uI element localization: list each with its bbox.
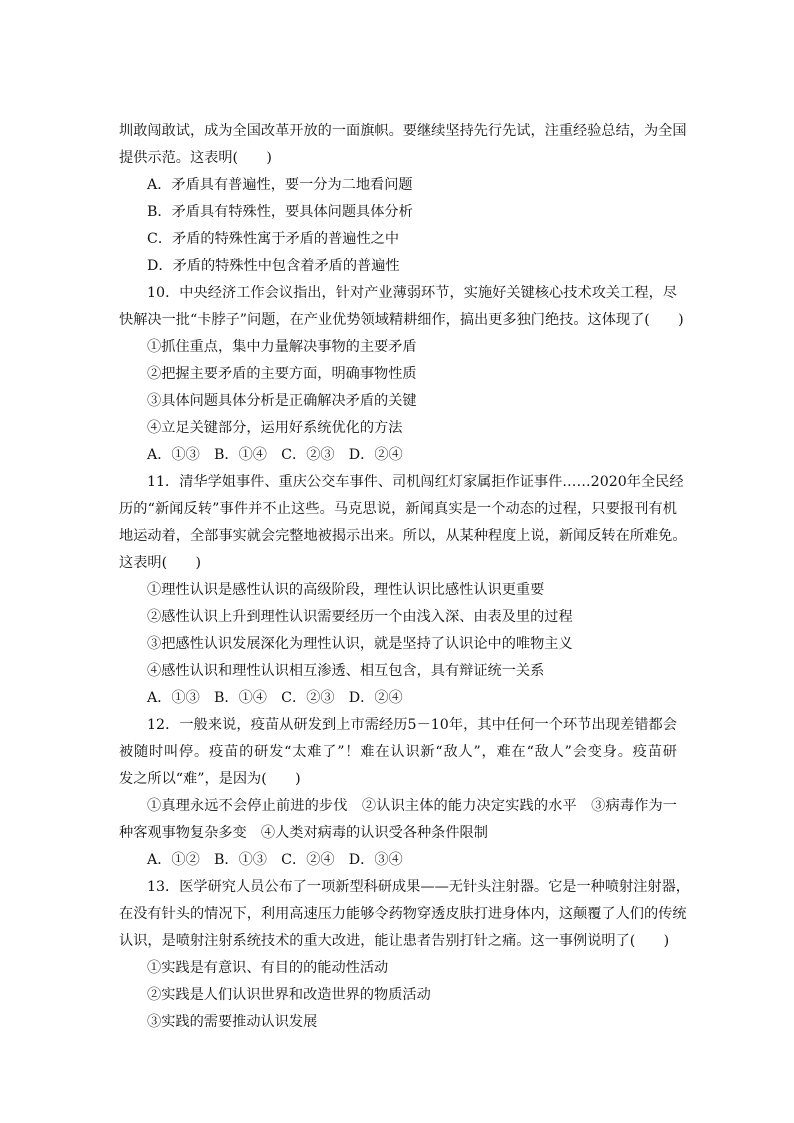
option-a: A．矛盾具有普遍性，要一分为二地看问题 (147, 177, 413, 193)
question-stem-line: 在没有针头的情况下，利用高速压力能够令药物穿透皮肤打进身体内，这颠覆了人们的传统 (119, 906, 687, 922)
statement-item: ①实践是有意识、有目的的能动性活动 (147, 960, 389, 976)
statement-item: ②实践是人们认识世界和改造世界的物质活动 (147, 987, 431, 1003)
answer-choices: A．①③ B．①④ C．②③ D．②④ (147, 447, 403, 463)
question-stem-line: 历的“新闻反转”事件并不止这些。马克思说，新闻真实是一个动态的过程，只要报刊有机 (119, 501, 677, 517)
question-13 (119, 874, 690, 1036)
statement-items-line: ①真理永远不会停止前进的步伐 ②认识主体的能力决定实践的水平 ③病毒作为一 (147, 798, 677, 814)
question-list (119, 118, 690, 1036)
question-stem-line: 圳敢闯敢试，成为全国改革开放的一面旗帜。要继续坚持先行先试，注重经验总结，为全国 (119, 123, 687, 139)
question-10 (119, 280, 684, 469)
question-11 (119, 469, 687, 712)
question-stem-line: 这表明( ) (119, 555, 202, 571)
statement-items-line: 种客观事物复杂多变 ④人类对病毒的认识受各种条件限制 (119, 825, 488, 841)
option-c: C．矛盾的特殊性寓于矛盾的普遍性之中 (147, 231, 400, 247)
answer-choices: A．①③ B．①④ C．②③ D．②④ (147, 690, 403, 706)
question-stem-line: 地运动着，全部事实就会完整地被揭示出来。所以，从某种程度上说，新闻反转在所难免。 (119, 528, 687, 544)
question-12 (119, 712, 677, 874)
statement-item: ④感性认识和理性认识相互渗透、相互包含，具有辩证统一关系 (147, 663, 545, 679)
statement-item: ④立足关键部分，运用好系统优化的方法 (147, 420, 403, 436)
question-stem-line: 10．中央经济工作会议指出，针对产业薄弱环节，实施好关键核心技术攻关工程，尽 (147, 285, 677, 301)
statement-item: ②把握主要矛盾的主要方面，明确事物性质 (147, 366, 417, 382)
option-d: D．矛盾的特殊性中包含着矛盾的普遍性 (147, 258, 400, 274)
statement-item: ③实践的需要推动认识发展 (147, 1014, 318, 1030)
question-stem-line: 快解决一批“卡脖子”问题，在产业优势领域精耕细作，搞出更多独门绝技。这体现了( ) (119, 312, 684, 328)
question-stem-line: 认识，是喷射注射系统技术的重大改进，能让患者告别打针之痛。这一事例说明了( ) (119, 933, 670, 949)
question-stem-line: 被随时叫停。疫苗的研发“太难了”！难在认识新“敌人”，难在“敌人”会变身。疫苗研 (119, 744, 677, 760)
option-b: B．矛盾具有特殊性，要具体问题具体分析 (147, 204, 413, 220)
statement-item: ③具体问题具体分析是正确解决矛盾的关键 (147, 393, 417, 409)
question-stem-line: 13．医学研究人员公布了一项新型科研成果——无针头注射器。它是一种喷射注射器， (147, 879, 690, 895)
question-stem-line: 11．清华学姐事件、重庆公交车事件、司机闯红灯家属拒作证事件……2020年全民经 (147, 474, 684, 490)
statement-item: ③把感性认识发展深化为理性认识，就是坚持了认识论中的唯物主义 (147, 636, 573, 652)
question-stem-line: 发之所以“难”，是因为( ) (119, 771, 301, 787)
question-stem-line: 提供示范。这表明( ) (119, 150, 272, 166)
statement-item: ①抓住重点，集中力量解决事物的主要矛盾 (147, 339, 417, 355)
statement-item: ②感性认识上升到理性认识需要经历一个由浅入深、由表及里的过程 (147, 609, 573, 625)
answer-choices: A．①② B．①③ C．②④ D．③④ (147, 852, 403, 868)
question-9 (119, 118, 687, 280)
question-stem-line: 12．一般来说，疫苗从研发到上市需经历5－10年，其中任何一个环节出现差错都会 (147, 717, 677, 733)
statement-item: ①理性认识是感性认识的高级阶段，理性认识比感性认识更重要 (147, 582, 545, 598)
